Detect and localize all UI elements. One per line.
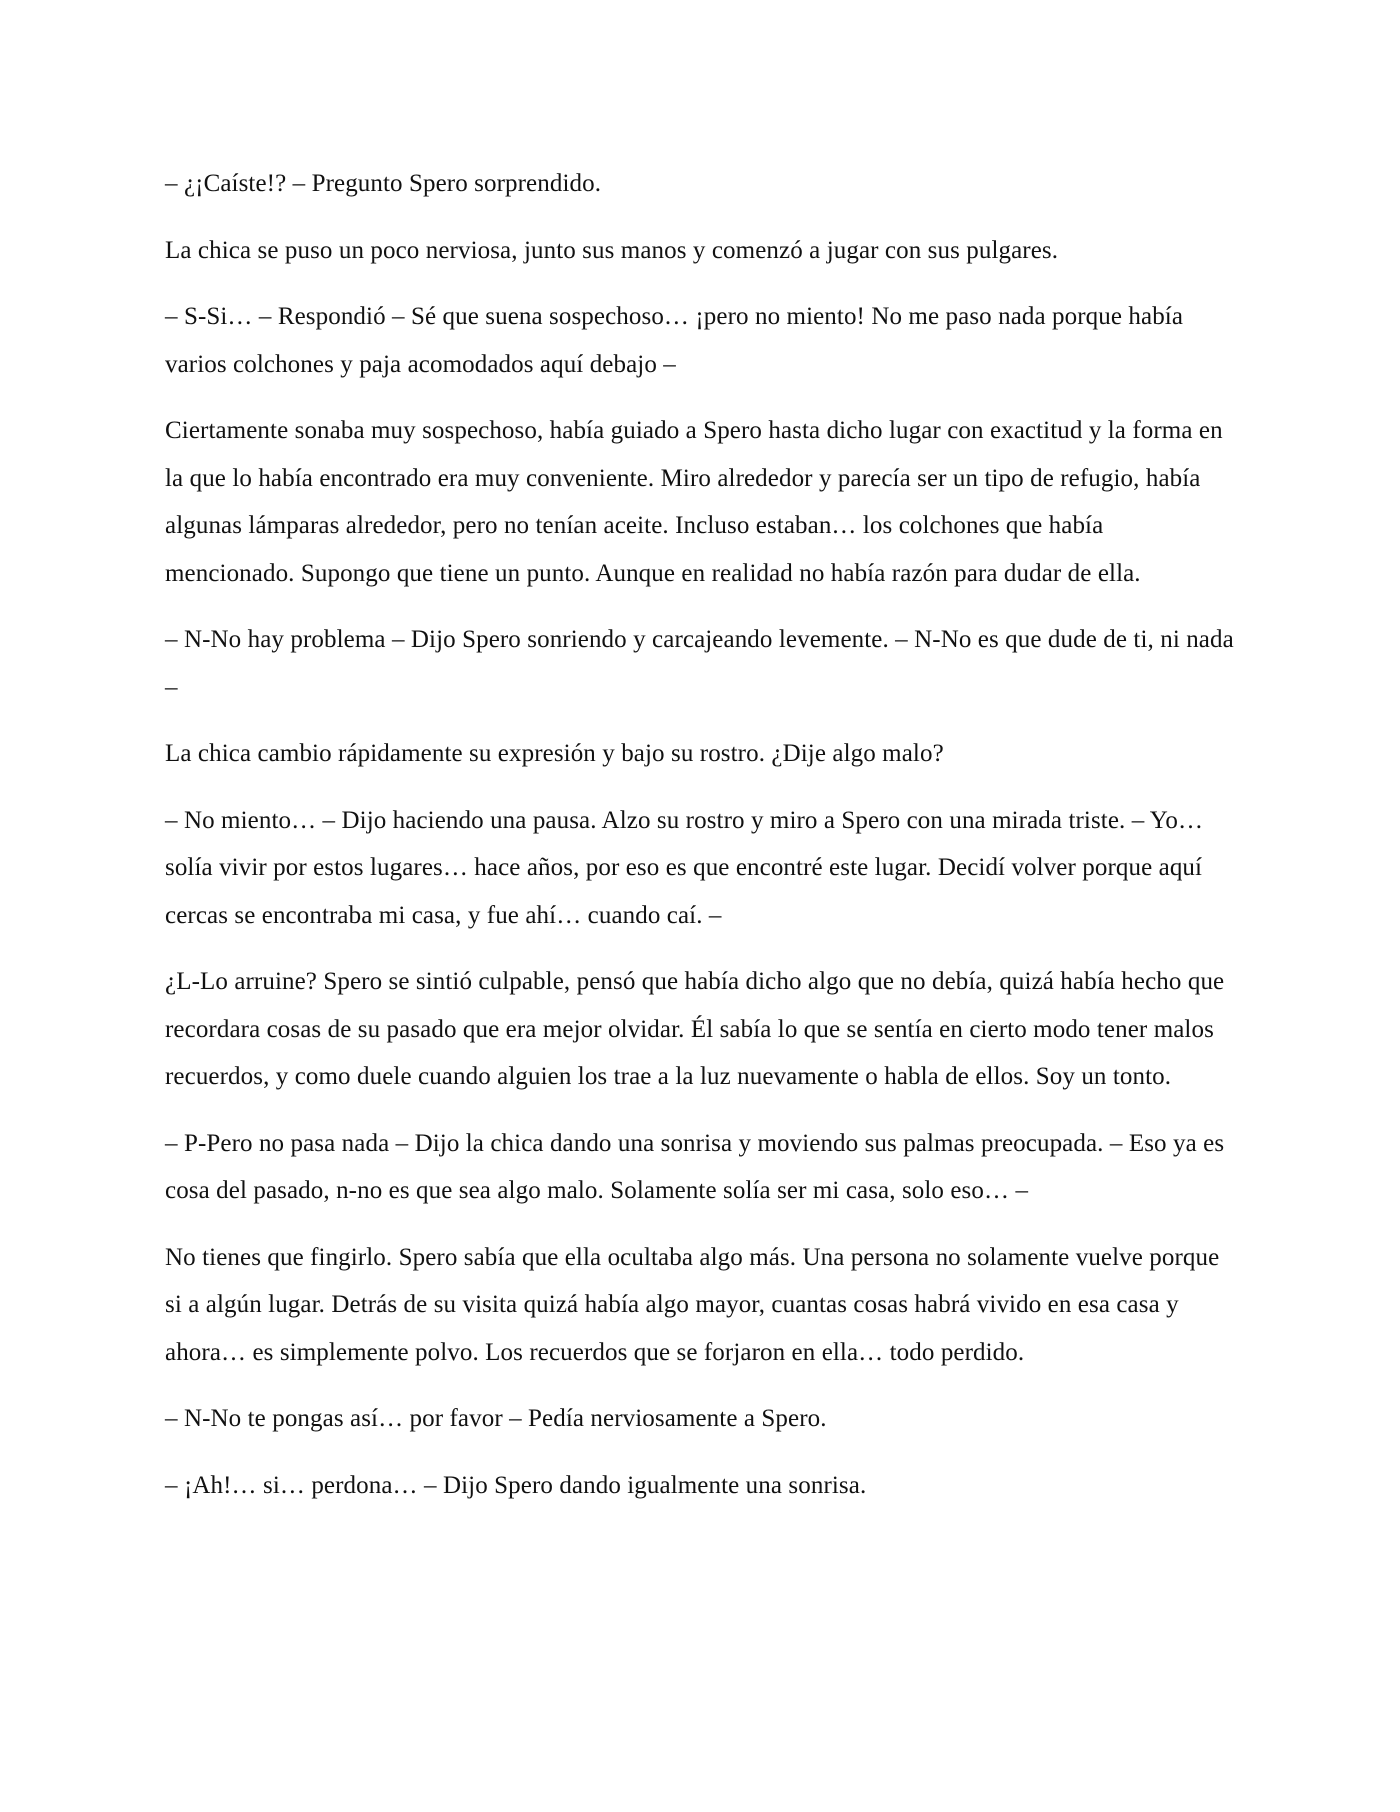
paragraph-12: – ¡Ah!… si… perdona… – Dijo Spero dando igualmente una sonrisa. xyxy=(165,1471,867,1499)
paragraph-2: La chica se puso un poco nerviosa, junto sus manos y comenzó a jugar con sus pulgares. xyxy=(165,236,1059,264)
paragraph-6: La chica cambio rápidamente su expresión y bajo su rostro. ¿Dije algo malo? xyxy=(165,740,944,767)
paragraph-7: – No miento… – Dijo haciendo una pausa. Alzo su rostro y miro a Spero con una mirada triste. – Yo… solía vivir por estos lugares… hace años, por eso es que encontré este lugar. Decidí volver porque aquí cercas se encontraba mi casa, y fue ahí… cuando caí. – xyxy=(165,806,1204,929)
paragraph-11: – N-No te pongas así… por favor – Pedía nerviosamente a Spero. xyxy=(165,1405,827,1432)
paragraph-9: – P-Pero no pasa nada – Dijo la chica dando una sonrisa y moviendo sus palmas preocupada. – Eso ya es cosa del pasado, n-no es que sea algo malo. Solamente solía ser mi casa, solo eso… – xyxy=(165,1129,1225,1204)
paragraph-3: – S-Si… – Respondió – Sé que suena sospechoso… ¡pero no miento! No me paso nada porque había varios colchones y paja acomodados aquí debajo – xyxy=(165,303,1184,378)
paragraph-8: ¿L-Lo arruine? Spero se sintió culpable, pensó que había dicho algo que no debía, quizá había hecho que recordara cosas de su pasado que era mejor olvidar. Él sabía lo que se sentía en cierto modo tener malos recuerdos, y como duele cuando alguien los trae a la luz nuevamente o habla de ellos. Soy un tonto. xyxy=(165,968,1225,1090)
paragraph-4: Ciertamente sonaba muy sospechoso, había guiado a Spero hasta dicho lugar con exactitud y la forma en la que lo había encontrado era muy conveniente. Miro alrededor y parecía ser un tipo de refugio, había algunas lámparas alrededor, pero no tenían aceite. Incluso estaban… los colchones que había mencionado. Supongo que tiene un punto. Aunque en realidad no había razón para dudar de ella. xyxy=(165,417,1223,587)
paragraph-10: No tienes que fingirlo. Spero sabía que ella ocultaba algo más. Una persona no solamente vuelve porque si a algún lugar. Detrás de su visita quizá había algo mayor, cuantas cosas habrá vivido en esa casa y ahora… es simplemente polvo. Los recuerdos que se forjaron en ella… todo perdido. xyxy=(165,1243,1220,1366)
paragraph-5: – N-No hay problema – Dijo Spero sonriendo y carcajeando levemente. – N-No es que dude de ti, ni nada – xyxy=(165,626,1234,701)
document-body xyxy=(165,160,1235,1528)
paragraph-1: – ¿¡Caíste!? – Pregunto Spero sorprendido. xyxy=(165,170,602,197)
